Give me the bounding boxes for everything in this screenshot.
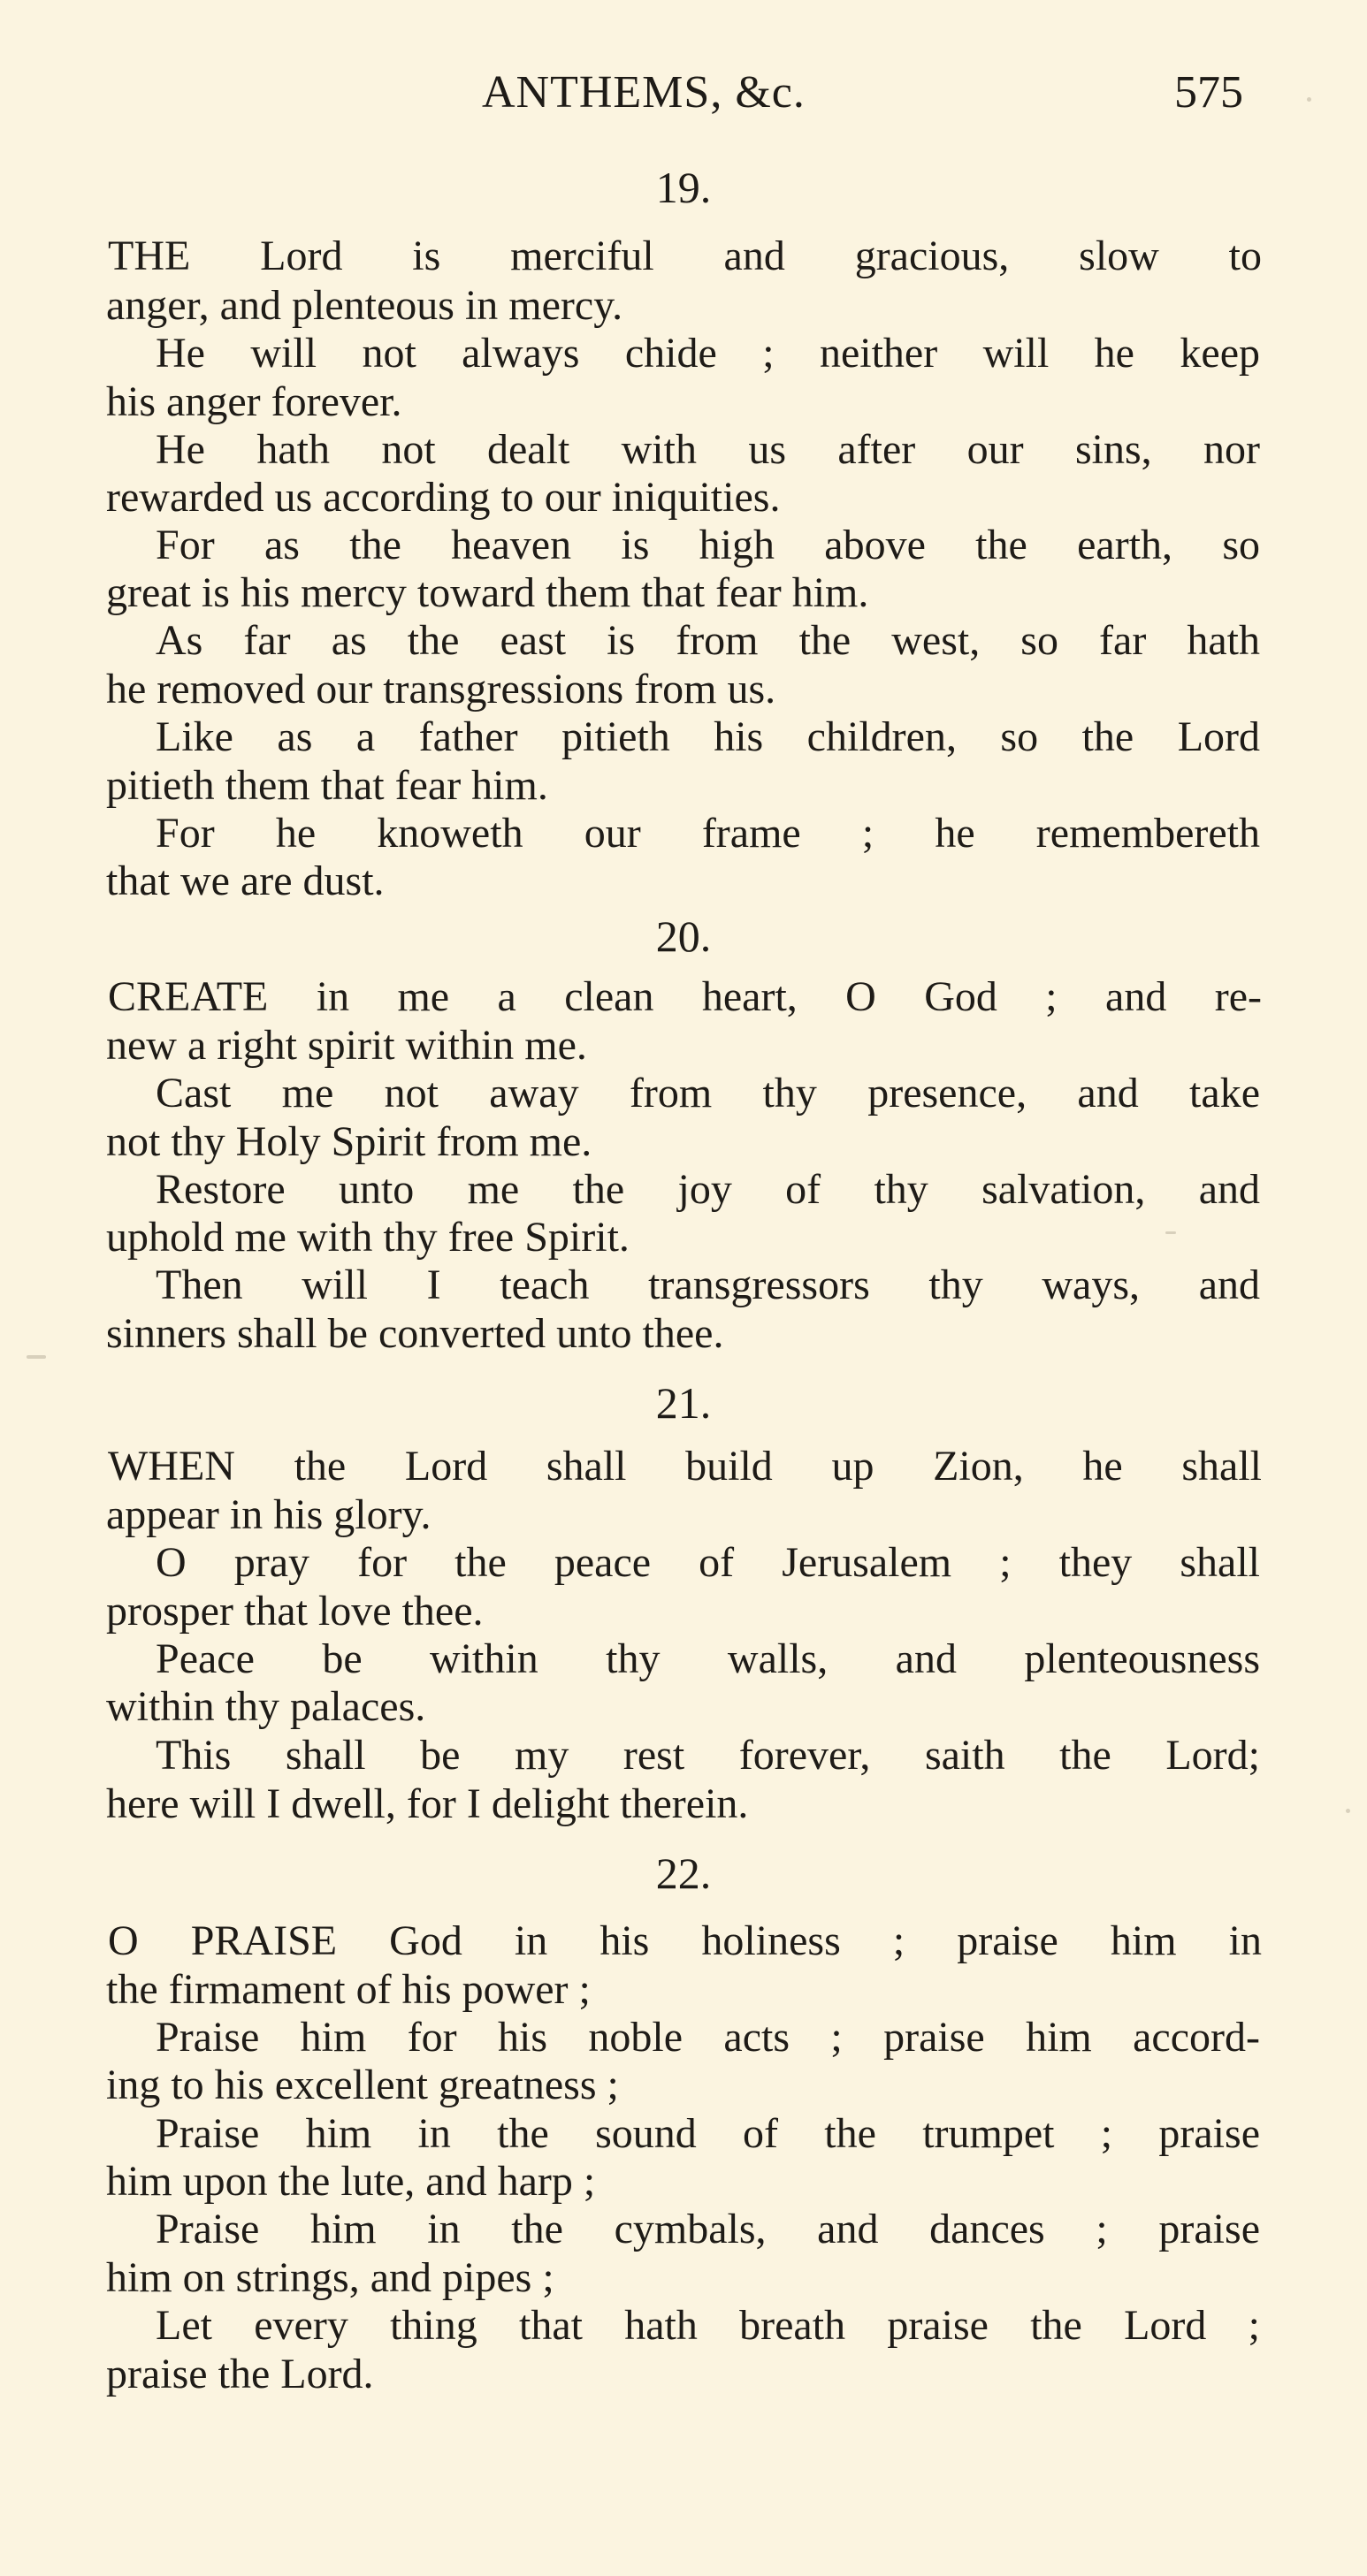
verse-line: rewarded us according to our iniquities. — [106, 474, 781, 521]
verse-line: Then will I teach transgressors thy ways, and — [156, 1261, 1260, 1308]
verse-line: prosper that love thee. — [106, 1588, 484, 1635]
verse-line: him upon the lute, and harp ; — [106, 2158, 596, 2205]
verse-line: he removed our transgressions from us. — [106, 666, 776, 713]
anthem-number-22: 22. — [655, 1848, 712, 1898]
verse-line: that we are dust. — [106, 857, 385, 904]
verse-line: Praise him for his noble acts ; praise him accord- — [156, 2014, 1260, 2061]
verse-line: the firmament of his power ; — [106, 1966, 591, 2013]
verse-line: Cast me not away from thy presence, and take — [156, 1070, 1260, 1117]
print-smudge — [1165, 1231, 1176, 1234]
verse-line: Restore unto me the joy of thy salvation, and — [156, 1166, 1260, 1213]
verse-line: He hath not dealt with us after our sins, nor — [156, 426, 1260, 473]
page-number: 575 — [1174, 67, 1243, 118]
verse-line: here will I dwell, for I delight therein. — [106, 1780, 749, 1827]
verse-line: not thy Holy Spirit from me. — [106, 1118, 592, 1165]
anthem-number-20: 20. — [655, 911, 712, 961]
verse-line: Let every thing that hath breath praise the Lord ; — [156, 2302, 1260, 2349]
verse-line: sinners shall be converted unto thee. — [106, 1310, 724, 1357]
verse-line: Peace be within thy walls, and plenteousness — [156, 1635, 1260, 1682]
anthem-number-19: 19. — [655, 163, 712, 212]
verse-line: his anger forever. — [106, 378, 402, 425]
verse-line: him on strings, and pipes ; — [106, 2254, 554, 2301]
verse-line: appear in his glory. — [106, 1491, 431, 1538]
verse-line: Like as a father pitieth his children, so the Lord — [156, 713, 1260, 760]
verse-line: praise the Lord. — [106, 2351, 374, 2397]
verse-line: As far as the east is from the west, so far hath — [156, 617, 1260, 664]
verse-line: Praise him in the sound of the trumpet ; praise — [156, 2110, 1260, 2157]
verse-line: For as the heaven is high above the earth, so — [156, 522, 1260, 568]
verse-line: uphold me with thy free Spirit. — [106, 1214, 630, 1261]
verse-line: anger, and plenteous in mercy. — [106, 282, 623, 329]
running-head: ANTHEMS, &c. — [482, 67, 806, 118]
verse-line: Praise him in the cymbals, and dances ; praise — [156, 2206, 1260, 2252]
verse-line: For he knoweth our frame ; he remembereth — [156, 810, 1260, 857]
verse-line: ing to his excellent greatness ; — [106, 2062, 619, 2108]
anthem-number-21: 21. — [655, 1378, 712, 1428]
print-speck — [1346, 1809, 1350, 1813]
verse-line: This shall be my rest forever, saith the Lord; — [156, 1732, 1260, 1779]
print-speck — [1307, 97, 1311, 102]
verse-line: WHEN the Lord shall build up Zion, he shall — [108, 1443, 1262, 1490]
print-smudge — [27, 1355, 46, 1359]
verse-line: pitieth them that fear him. — [106, 762, 548, 809]
verse-line: O pray for the peace of Jerusalem ; they shall — [156, 1539, 1260, 1586]
verse-line: O PRAISE God in his holiness ; praise him in — [108, 1917, 1262, 1964]
verse-line: great is his mercy toward them that fear him. — [106, 569, 869, 616]
verse-line: CREATE in me a clean heart, O God ; and re- — [108, 973, 1262, 1020]
verse-line: new a right spirit within me. — [106, 1022, 587, 1069]
verse-line: within thy palaces. — [106, 1683, 426, 1730]
verse-line: He will not always chide ; neither will he keep — [156, 330, 1260, 377]
verse-line: THE Lord is merciful and gracious, slow to — [108, 232, 1262, 279]
